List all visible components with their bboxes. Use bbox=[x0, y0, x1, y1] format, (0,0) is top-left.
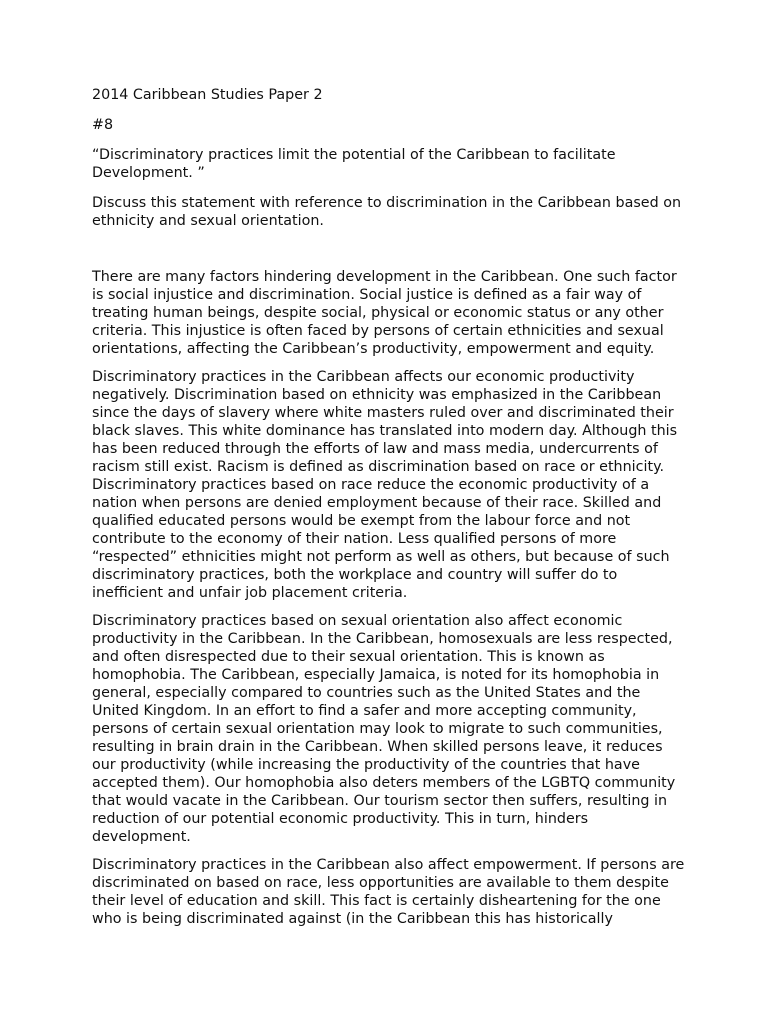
question-prompt: Discuss this statement with reference to discrimination in the Caribbean based on ethnicity and sexual orientation. bbox=[92, 195, 682, 229]
question-number: #8 bbox=[92, 117, 114, 133]
paragraph-sexual-orientation-productivity: Discriminatory practices based on sexual orientation also affect economic productivity in the Caribbean. In the Caribbean, homosexuals are less respected, and often disrespected due to their sexual orientation. This is known as homophobia. The Caribbean, especially Jamaica, is noted for its homophobia in general, especially compared to countries such as the United States and the United Kingdom. In an effort to find a safer and more accepting community, persons of certain sexual orientation may look to migrate to such communities, resulting in brain drain in the Caribbean. When skilled persons leave, it reduces our productivity (while increasing the productivity of the countries that have accepted them). Our homophobia also deters members of the LGBTQ community that would vacate in the Caribbean. Our tourism sector then suffers, resulting in reduction of our potential economic productivity. This in turn, hinders development. bbox=[92, 613, 676, 845]
paragraph-introduction: There are many factors hindering development in the Caribbean. One such factor is social injustice and discrimination. Social justice is defined as a fair way of treating human beings, despite social, physical or economic status or any other criteria. This injustice is often faced by persons of certain ethnicities and sexual orientations, affecting the Caribbean’s productivity, empowerment and equity. bbox=[92, 269, 677, 357]
paragraph-ethnicity-productivity: Discriminatory practices in the Caribbean affects our economic productivity negatively. Discrimination based on ethnicity was emphasized in the Caribbean since the days of slavery where white masters ruled over and discriminated their black slaves. This white dominance has translated into modern day. Although this has been reduced through the efforts of law and mass media, undercurrents of racism still exist. Racism is defined as discrimination based on race or ethnicity. Discriminatory practices based on race reduce the economic productivity of a nation when persons are denied employment because of their race. Skilled and qualified educated persons would be exempt from the labour force and not contribute to the economy of their nation. Less qualified persons of more “respected” ethnicities might not perform as well as others, but because of such discriminatory practices, both the workplace and country will suffer do to inefficient and unfair job placement criteria. bbox=[92, 369, 678, 601]
document-body bbox=[92, 86, 686, 938]
question-quote: “Discriminatory practices limit the potential of the Caribbean to facilitate Development. ” bbox=[92, 147, 616, 181]
paragraph-empowerment: Discriminatory practices in the Caribbean also affect empowerment. If persons are discriminated on based on race, less opportunities are available to them despite their level of education and skill. This fact is certainly disheartening for the one who is being discriminated against (in the Caribbean this has historically bbox=[92, 857, 685, 927]
document-title: 2014 Caribbean Studies Paper 2 bbox=[92, 87, 323, 103]
